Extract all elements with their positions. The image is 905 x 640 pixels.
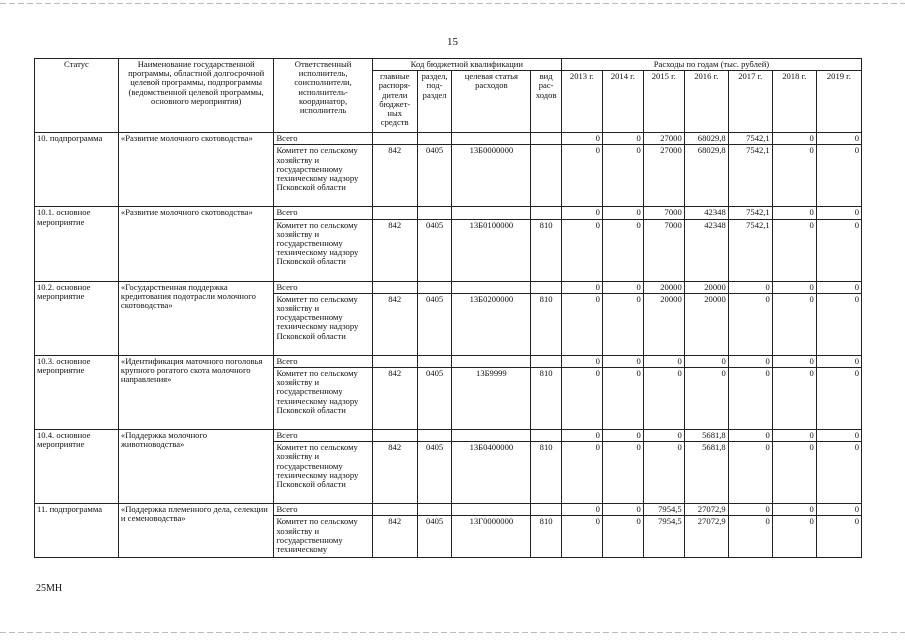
total-value: 5681,8 [684,430,728,442]
total-value: 0 [561,504,602,516]
empty-cell [531,281,562,293]
year-value: 7000 [643,219,684,281]
total-value: 0 [816,281,861,293]
year-value: 0 [816,442,861,504]
total-value: 0 [816,430,861,442]
year-value: 0 [602,145,643,207]
year-value: 0 [602,219,643,281]
empty-cell [417,430,452,442]
row-csr: 13Б0400000 [452,442,531,504]
total-value: 42348 [684,207,728,219]
header-year: 2013 г. [561,71,602,133]
row-grbs: 842 [372,442,417,504]
row-status: 10.4. основное мероприятие [35,430,119,504]
year-value: 0 [728,368,772,430]
scan-artifact-top [0,3,905,4]
header-csr: целевая статья расходов [452,71,531,133]
empty-cell [531,430,562,442]
row-total-label: Всего [274,430,372,442]
total-value: 27072,9 [684,504,728,516]
row-csr: 13Б9999 [452,368,531,430]
total-row [35,281,862,293]
total-value: 0 [772,207,816,219]
year-value: 0 [816,219,861,281]
empty-cell [417,355,452,367]
row-csr: 13Б0200000 [452,293,531,355]
header-year: 2018 г. [772,71,816,133]
year-value: 0 [602,516,643,558]
row-grbs: 842 [372,293,417,355]
total-value: 0 [816,504,861,516]
empty-cell [417,504,452,516]
total-value: 0 [728,281,772,293]
year-value: 0 [684,368,728,430]
row-name: «Поддержка племенного дела, селекции и семеноводства» [118,504,274,558]
year-value: 7954,5 [643,516,684,558]
empty-cell [372,430,417,442]
header-year: 2015 г. [643,71,684,133]
total-value: 0 [561,207,602,219]
row-status: 10.2. основное мероприятие [35,281,119,355]
total-value: 0 [816,355,861,367]
row-status: 10. подпрограмма [35,133,119,207]
row-vr: 810 [531,516,562,558]
total-value: 0 [602,430,643,442]
total-value: 0 [561,281,602,293]
empty-cell [531,133,562,145]
header-grbs: главные распоря-дители бюджет-ных средств [372,71,417,133]
row-executor: Комитет по сельскому хозяйству и государственному техническому [274,516,372,558]
row-total-label: Всего [274,133,372,145]
total-value: 27000 [643,133,684,145]
year-value: 20000 [684,293,728,355]
header-status: Статус [35,59,119,133]
year-value: 0 [728,516,772,558]
empty-cell [531,355,562,367]
header-year: 2014 г. [602,71,643,133]
row-grbs: 842 [372,368,417,430]
total-value: 0 [602,133,643,145]
year-value: 0 [772,219,816,281]
year-value: 0 [561,516,602,558]
total-value: 20000 [643,281,684,293]
row-total-label: Всего [274,281,372,293]
row-executor: Комитет по сельскому хозяйству и государственному техническому надзору Псковской области [274,293,372,355]
empty-cell [417,207,452,219]
row-executor: Комитет по сельскому хозяйству и государственному техническому надзору Псковской области [274,368,372,430]
empty-cell [452,281,531,293]
total-value: 0 [772,133,816,145]
year-value: 27072,9 [684,516,728,558]
row-rzpr: 0405 [417,293,452,355]
total-value: 0 [602,281,643,293]
total-value: 0 [772,281,816,293]
page-number: 15 [447,36,458,48]
year-value: 0 [816,516,861,558]
year-value: 5681,8 [684,442,728,504]
year-value: 0 [561,442,602,504]
header-year: 2019 г. [816,71,861,133]
row-status: 10.3. основное мероприятие [35,355,119,429]
year-value: 27000 [643,145,684,207]
total-value: 0 [561,430,602,442]
row-executor: Комитет по сельскому хозяйству и государственному техническому надзору Псковской области [274,442,372,504]
total-row [35,207,862,219]
total-value: 0 [643,355,684,367]
total-value: 0 [772,504,816,516]
row-csr: 13Г0000000 [452,516,531,558]
row-total-label: Всего [274,355,372,367]
header-executor: Ответственный исполнитель, соисполнители, исполнитель-координатор, исполнитель [274,59,372,133]
row-name: «Идентификация маточного поголовья крупного рогатого скота молочного направления» [118,355,274,429]
empty-cell [417,133,452,145]
year-value: 7542,1 [728,145,772,207]
row-status: 10.1. основное мероприятие [35,207,119,281]
row-name: «Развитие молочного скотоводства» [118,133,274,207]
row-csr: 13Б0100000 [452,219,531,281]
year-value: 0 [816,145,861,207]
year-value: 0 [816,293,861,355]
total-value: 0 [728,504,772,516]
empty-cell [372,504,417,516]
total-value: 0 [772,430,816,442]
year-value: 42348 [684,219,728,281]
empty-cell [417,281,452,293]
total-value: 0 [602,355,643,367]
year-value: 7542,1 [728,219,772,281]
year-value: 0 [602,293,643,355]
total-value: 0 [816,207,861,219]
row-total-label: Всего [274,504,372,516]
year-value: 0 [643,442,684,504]
row-grbs: 842 [372,219,417,281]
total-row [35,430,862,442]
year-value: 0 [772,516,816,558]
total-value: 0 [602,504,643,516]
empty-cell [372,281,417,293]
empty-cell [372,207,417,219]
empty-cell [372,133,417,145]
row-grbs: 842 [372,516,417,558]
row-rzpr: 0405 [417,219,452,281]
empty-cell [452,207,531,219]
header-rzpr: раздел, под-раздел [417,71,452,133]
empty-cell [531,504,562,516]
total-value: 7000 [643,207,684,219]
empty-cell [452,430,531,442]
total-value: 68029,8 [684,133,728,145]
total-value: 0 [561,133,602,145]
total-row [35,355,862,367]
header-year: 2016 г. [684,71,728,133]
total-value: 0 [728,430,772,442]
year-value: 0 [561,219,602,281]
total-value: 0 [728,355,772,367]
year-value: 0 [561,145,602,207]
row-name: «Поддержка молочного животноводства» [118,430,274,504]
year-value: 0 [561,293,602,355]
total-value: 0 [643,430,684,442]
empty-cell [452,504,531,516]
total-value: 0 [561,355,602,367]
empty-cell [531,207,562,219]
year-value: 0 [816,368,861,430]
footer-code: 25МН [36,583,63,594]
header-budget-code: Код бюджетной квалификации [372,59,561,71]
header-vr: вид рас-ходов [531,71,562,133]
year-value: 0 [602,442,643,504]
row-executor: Комитет по сельскому хозяйству и государственному техническому надзору Псковской области [274,145,372,207]
row-vr: 810 [531,368,562,430]
row-total-label: Всего [274,207,372,219]
year-value: 0 [772,442,816,504]
row-vr: 810 [531,219,562,281]
year-value: 0 [772,145,816,207]
total-value: 0 [772,355,816,367]
total-value: 7542,1 [728,133,772,145]
year-value: 0 [643,368,684,430]
row-csr: 13Б0000000 [452,145,531,207]
total-row [35,133,862,145]
row-rzpr: 0405 [417,516,452,558]
row-rzpr: 0405 [417,145,452,207]
header-year: 2017 г. [728,71,772,133]
row-vr: 810 [531,442,562,504]
year-value: 0 [772,293,816,355]
year-value: 0 [772,368,816,430]
row-vr: 810 [531,293,562,355]
budget-table [34,58,862,558]
total-value: 0 [816,133,861,145]
total-value: 7954,5 [643,504,684,516]
header-expenses: Расходы по годам (тыс. рублей) [561,59,861,71]
total-value: 7542,1 [728,207,772,219]
header-row-1 [35,59,862,71]
row-rzpr: 0405 [417,368,452,430]
total-row [35,504,862,516]
row-name: «Развитие молочного скотоводства» [118,207,274,281]
scan-artifact-bottom [0,632,905,633]
year-value: 0 [728,293,772,355]
row-rzpr: 0405 [417,442,452,504]
total-value: 0 [684,355,728,367]
row-name: «Государственная поддержка кредитования подотрасли молочного скотоводства» [118,281,274,355]
row-executor: Комитет по сельскому хозяйству и государственному техническому надзору Псковской области [274,219,372,281]
total-value: 0 [602,207,643,219]
row-grbs: 842 [372,145,417,207]
year-value: 0 [728,442,772,504]
year-value: 0 [561,368,602,430]
year-value: 68029,8 [684,145,728,207]
year-value: 0 [602,368,643,430]
row-vr [531,145,562,207]
empty-cell [452,133,531,145]
year-value: 20000 [643,293,684,355]
row-status: 11. подпрограмма [35,504,119,558]
empty-cell [452,355,531,367]
header-name: Наименование государственной программы, областной долгосрочной целевой программы, подпрограммы (ведомственной целевой программы, основного мероприятия) [118,59,274,133]
empty-cell [372,355,417,367]
total-value: 20000 [684,281,728,293]
